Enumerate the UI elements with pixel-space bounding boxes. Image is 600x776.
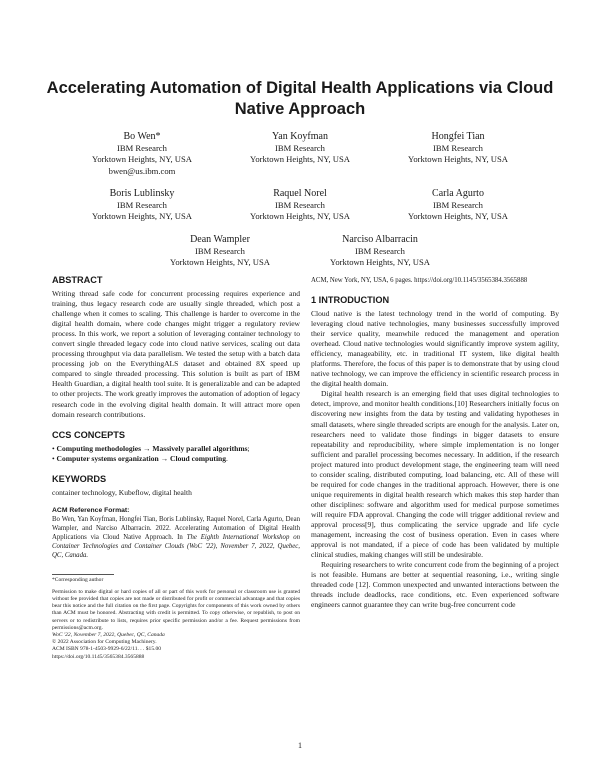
author-block (210, 187, 390, 223)
author-affiliation: IBM Research (433, 200, 483, 210)
left-column (52, 274, 300, 661)
reference-format-continued: ACM, New York, NY, USA, 6 pages. https://doi.org/10.1145/3565384.3565888 (311, 277, 528, 284)
author-affiliation: IBM Research (355, 246, 405, 256)
reference-format-body: Bo Wen, Yan Koyfman, Hongfei Tian, Boris Lublinsky, Raquel Norel, Carla Agurto, Dean Wampler, and Narciso Albarracin. 2022. Accelerating Automation of Digital Health Applications via Cloud Native Approach. In (52, 515, 300, 541)
ccs-item (52, 454, 300, 464)
author-name: Boris Lublinsky (109, 188, 175, 199)
author-block (368, 187, 548, 223)
intro-paragraph: Digital health research is an emerging field that uses digital technologies to detect, improve, and monitor health conditions.[10] Researchers initially focus on discovering new insights from the data by testing and validating hypotheses in small datasets, where single threaded scripts are enough for the analysis. Later on, researchers need to validate those findings in bigger datasets to ensure repeatability and reproducibility, where simple implementation is no longer sufficient and parallel processing becomes necessary. In addition, if the research project matured into product development stage, the engineering team will need to consider scaling, distributed computing, load balancing, etc. All of these will be required for code changes in the traditional approach. However, there is one unique requirements in digital health research which makes this step harder than other disciplines: software and algorithm used for medical purpose sometimes will require FDA approval. Changing the code will trigger additional review and approval process[9], thus complicating the service upgrade and life cycle management, increasing the cost of business operation. Even in cases where approval is not mandated, if a piece of code has been validated by multiple clinical studies, making changes will still be undesirable. (311, 389, 559, 560)
reference-format-venue: The Eighth International Workshop on Container Technologies and Container Clouds (WoC '22), November 7, 2022, Quebec, QC, Canada. (52, 533, 300, 559)
footnote-divider (52, 574, 114, 575)
corresponding-author-note: *Corresponding author (52, 576, 104, 583)
intro-paragraph: Cloud native is the latest technology trend in the world of computing. By leveraging cloud native technologies, many businesses successfully improved their service quality, meanwhile reduced the management and operation overhead. Cloud native technologies would significantly improve system agility, efficiency, manageability, etc. in traditional IT system, like digital health platforms. Therefore, the focus of this paper is to demonstrate that by using cloud native technology, we can improve the efficiency in scientific research process in the digital health domain. (311, 309, 559, 389)
author-affiliation: IBM Research (117, 143, 167, 153)
permission-notice: Permission to make digital or hard copies of all or part of this work for personal or classroom use is granted without fee provided that copies are not made or distributed for profit or commercial advantage and that copies bear this notice and the full citation on the first page. Copyrights for components of this work owned by others than ACM must be honored. Abstracting with credit is permitted. To copy otherwise, or republish, to post on servers or to redistribute to lists, requires prior specific permission and/or a fee. Request permissions from permissions@acm.org. (52, 588, 300, 631)
ccs-item (52, 444, 300, 454)
reference-format-heading: ACM Reference Format: (52, 506, 130, 514)
paper-title: Accelerating Automation of Digital Health Applications via Cloud Native Approach (46, 79, 554, 118)
footnote-isbn: ACM ISBN 978-1-4503-9929-6/22/11. . . $15.00 (52, 646, 162, 653)
footnote-area (52, 574, 300, 661)
author-affiliation: IBM Research (117, 200, 167, 210)
abstract-text: Writing thread safe code for concurrent processing requires experience and training, thus legacy research code are usually single threaded, which post a challenge when it comes to scaling. This challenge is harder to overcome in the digital health domain, where code changes might trigger a regulatory review process. In this work, we report a solution of leveraging container technology to convert single threaded legacy code into cloud native services, scaling out data processing throughput via data parallelism. We tested the setup with a batch data processing job on the EverythingALS dataset and obtained 8X speed up compared to single threaded processing. This solution is built as part of IBM Health Guardian, a digital health tool suite. It is generalizable and can be adapted to other projects. The work greatly improves the automation of adoption of legacy research code in the evolving digital health domain. It will attract more open domain research contributions. (52, 289, 300, 419)
footnote-copyright: © 2022 Association for Computing Machinery. (52, 639, 157, 646)
ccs-main: Computer systems organization (56, 453, 159, 463)
author-block (130, 233, 310, 269)
page-number: 1 (298, 741, 302, 750)
ccs-end: ; (247, 443, 250, 453)
right-column (311, 276, 559, 610)
author-affiliation: IBM Research (195, 246, 245, 256)
author-location: Yorktown Heights, NY, USA (170, 257, 270, 268)
author-block (52, 187, 232, 223)
author-name: Bo Wen* (123, 131, 161, 142)
author-affiliation: IBM Research (433, 143, 483, 153)
author-block (210, 130, 390, 166)
author-location: Yorktown Heights, NY, USA (250, 211, 350, 222)
introduction-heading: 1 INTRODUCTION (311, 295, 390, 305)
ccs-arrow: → (142, 443, 151, 453)
author-location: Yorktown Heights, NY, USA (92, 211, 192, 222)
reference-format-text (52, 515, 300, 560)
keywords-heading: KEYWORDS (52, 473, 107, 484)
author-name: Carla Agurto (432, 188, 484, 199)
author-location: Yorktown Heights, NY, USA (408, 154, 508, 165)
keywords-text: container technology, Kubeflow, digital health (52, 487, 192, 497)
intro-paragraph: Requiring researchers to write concurrent code from the beginning of a project is not feasible. Humans are better at sequential reasoning, i.e., writing single threaded code [12]. Common unexpected and unwanted interactions between the threads include deadlocks, race conditions, etc. Even experienced software engineers cannot guarantee they can write bug-free concurrent code (311, 560, 559, 610)
author-affiliation: IBM Research (275, 143, 325, 153)
author-name: Narciso Albarracin (342, 234, 418, 245)
author-affiliation: IBM Research (275, 200, 325, 210)
author-location: Yorktown Heights, NY, USA (408, 211, 508, 222)
abstract-heading: ABSTRACT (52, 275, 103, 285)
ccs-sub: Massively parallel algorithms (152, 443, 248, 453)
ccs-bullet: • (52, 453, 55, 463)
author-block (368, 130, 548, 166)
ccs-main: Computing methodologies (56, 443, 142, 453)
ccs-bullet: • (52, 443, 55, 453)
author-name: Raquel Norel (273, 188, 327, 199)
author-name: Yan Koyfman (272, 131, 328, 142)
ccs-sub: Cloud computing (170, 453, 227, 463)
footnote-doi[interactable]: https://doi.org/10.1145/3565384.3565888 (52, 653, 145, 660)
author-location: Yorktown Heights, NY, USA (250, 154, 350, 165)
author-name: Dean Wampler (190, 234, 250, 245)
author-block (290, 233, 470, 269)
author-name: Hongfei Tian (431, 131, 485, 142)
footnote-venue: WoC '22, November 7, 2022, Quebec, QC, Canada (52, 632, 165, 639)
author-location: Yorktown Heights, NY, USA (92, 154, 192, 165)
ccs-arrow: → (160, 453, 169, 463)
ccs-heading: CCS CONCEPTS (52, 429, 125, 440)
author-location: Yorktown Heights, NY, USA (330, 257, 430, 268)
author-block (52, 130, 232, 177)
ccs-end: . (226, 453, 228, 463)
author-email[interactable]: bwen@us.ibm.com (108, 165, 176, 176)
